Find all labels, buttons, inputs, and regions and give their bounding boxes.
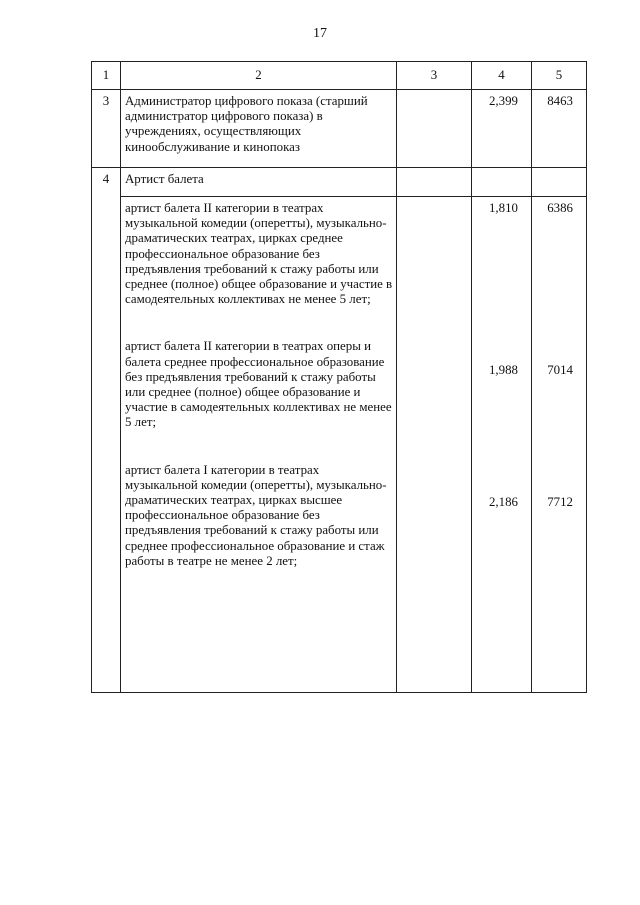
subcategory-list [121,197,397,693]
salary-value: 6386 [547,201,573,215]
coefficient-value: 2,399 [472,90,532,168]
row-number: 4 [92,168,121,693]
position-name: Артист балета [121,168,397,197]
salary-value: 8463 [532,90,587,168]
col3-cell [397,168,472,197]
coefficient-value: 1,810 [488,201,518,215]
header-cell: 4 [472,62,532,90]
salary-value: 7712 [547,495,573,510]
header-cell: 5 [532,62,587,90]
position-name: Администратор цифрового показа (старший администратор цифрового показа) в учреждениях, осуществляющих кинообслуживание и кинопоказ [121,90,397,168]
col4-cell [472,168,532,197]
header-cell: 3 [397,62,472,90]
subcategory-entry: артист балета II категории в театрах музыкальной комедии (оперетты), музыкально-драматических театрах, цирках среднее профессиональное образование без предъявления требований к стажу работы или среднее (полное) общее образование и участие в самодеятельных коллективах не менее 5 лет; [125,201,393,307]
salary-value: 7014 [547,363,573,378]
header-cell: 1 [92,62,121,90]
table-row [92,90,587,168]
salary-column [532,197,587,693]
col5-cell [532,168,587,197]
page-number: 17 [313,26,327,41]
table-row [92,197,587,693]
table-header-row [92,62,587,90]
subcategory-entry: артист балета I категории в театрах музыкальной комедии (оперетты), музыкально-драматических театрах, цирках высшее профессиональное образование без предъявления требований к стажу работы или среднее профессиональное образование и стаж работы в театре не менее 2 лет; [125,462,387,568]
coefficient-value: 2,186 [488,495,518,510]
coefficient-value: 1,988 [488,363,518,378]
header-cell: 2 [121,62,397,90]
tariff-table [91,61,587,693]
row-number: 3 [92,90,121,168]
subcategory-entry: артист балета II категории в театрах оперы и балета среднее профессиональное образование без предъявления требований к стажу работы или среднее (полное) общее образование и участие в самодеятельных коллективах не менее 5 лет; [125,339,392,430]
coefficient-column [472,197,532,693]
table-row [92,168,587,197]
col3-cell [397,90,472,168]
col3-cell [397,197,472,693]
